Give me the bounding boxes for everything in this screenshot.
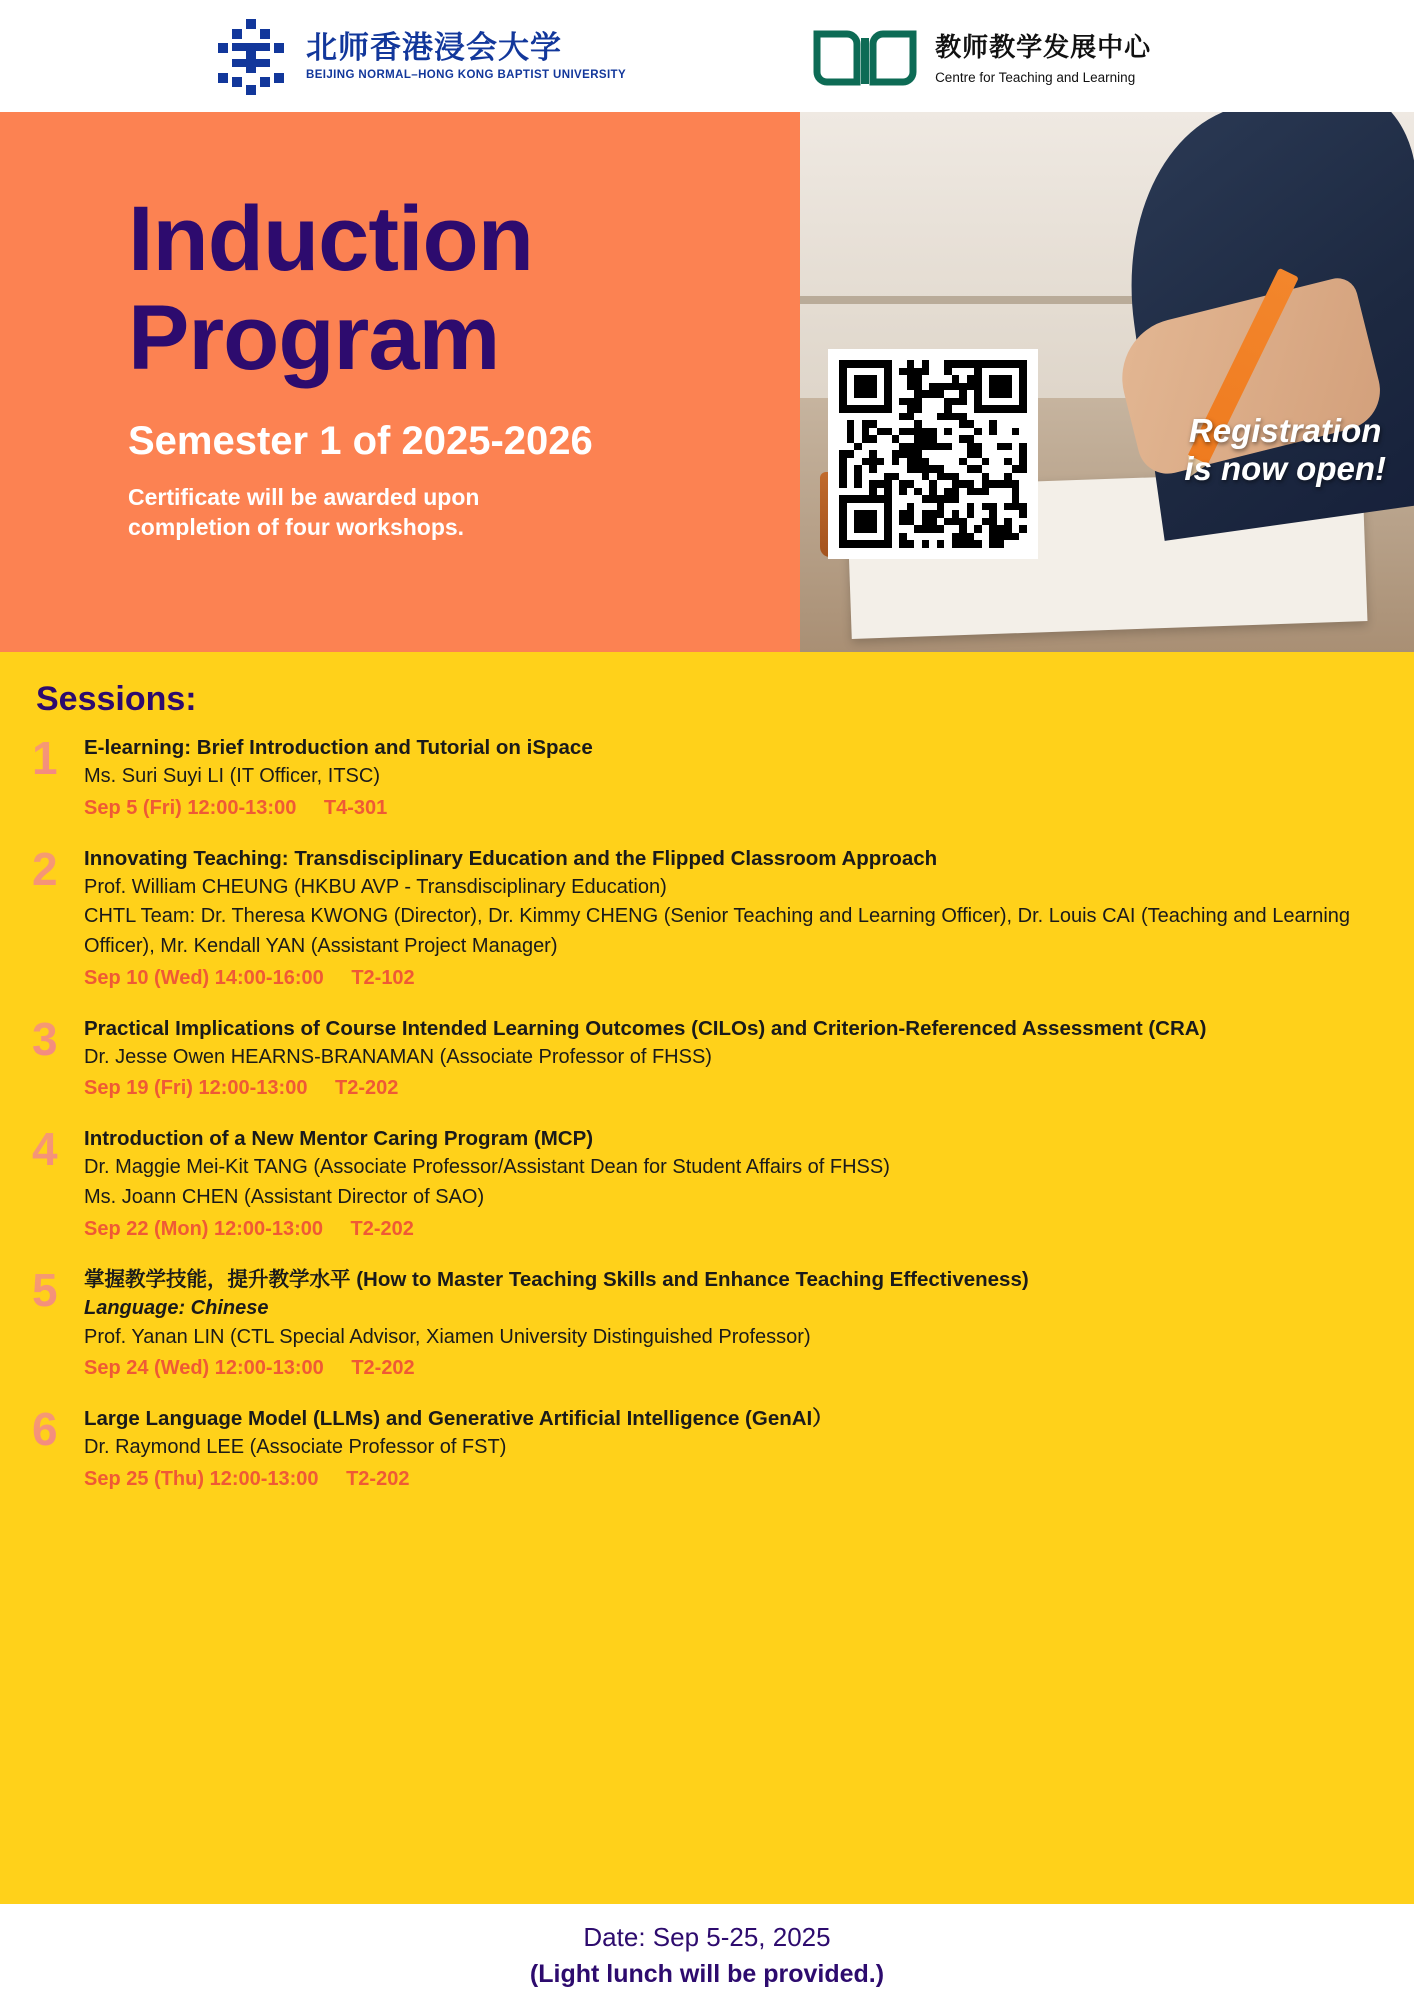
session-date: Sep 25 (Thu) 12:00-13:00 <box>84 1468 319 1490</box>
centre-name-cn: 教师教学发展中心 <box>935 32 1152 62</box>
hero-photo <box>800 112 1414 652</box>
sessions-section <box>0 652 1414 1904</box>
session-item <box>32 733 1374 823</box>
registration-line1: Registration <box>1188 412 1382 449</box>
sessions-heading: Sessions: <box>36 680 197 718</box>
session-date: Sep 24 (Wed) 12:00-13:00 <box>84 1357 324 1380</box>
page-title-line1: Induction <box>128 188 533 290</box>
session-number: 3 <box>32 1014 84 1104</box>
session-item <box>32 1014 1374 1104</box>
session-title: Innovating Teaching: Transdisciplinary Education and the Flipped Classroom Approach <box>84 846 938 870</box>
centre-logo <box>811 22 1151 90</box>
page-subtitle: Semester 1 of 2025-2026 <box>128 418 593 463</box>
session-speaker: Ms. Joann CHEN (Assistant Director of SAO) <box>84 1186 485 1208</box>
footer-bar <box>0 1904 1414 2000</box>
session-title: E-learning: Brief Introduction and Tutorial on iSpace <box>84 736 593 759</box>
certificate-note: Certificate will be awarded upon completion of four workshops. <box>128 483 480 541</box>
svg-text:2005: 2005 <box>243 46 259 53</box>
session-speaker: Dr. Maggie Mei-Kit TANG (Associate Professor/Assistant Dean for Student Affairs of FHSS) <box>84 1156 890 1179</box>
footer-note: (Light lunch will be provided.) <box>529 1960 885 1988</box>
session-venue: T2-202 <box>346 1468 410 1490</box>
ctl-book-logo-icon <box>811 22 919 90</box>
session-item <box>32 1265 1374 1384</box>
session-title: 掌握教学技能，提升教学水平 (How to Master Teaching Skills and Enhance Teaching Effectiveness) <box>84 1267 1029 1291</box>
session-venue: T2-102 <box>351 966 415 989</box>
session-venue: T2-202 <box>335 1077 399 1100</box>
session-speaker: Ms. Suri Suyi LI (IT Officer, ITSC) <box>84 765 380 788</box>
session-item <box>32 844 1374 993</box>
header-bar <box>0 0 1414 112</box>
bnbu-logo-icon <box>210 15 292 97</box>
registration-line2: is now open! <box>1184 449 1386 487</box>
session-date: Sep 10 (Wed) 14:00-16:00 <box>84 966 324 989</box>
hero-text-panel <box>0 112 800 652</box>
session-schedule <box>84 1353 1374 1383</box>
session-item <box>32 1404 1374 1494</box>
university-logo <box>210 15 626 97</box>
session-number: 5 <box>32 1265 84 1384</box>
qr-code-icon[interactable] <box>828 349 1038 559</box>
session-schedule <box>84 793 1374 823</box>
session-speaker: Dr. Raymond LEE (Associate Professor of FST) <box>84 1436 507 1459</box>
session-title: Practical Implications of Course Intended Learning Outcomes (CILOs) and Criterion-Referenced Assessment (CRA) <box>84 1016 1207 1040</box>
session-speaker: CHTL Team: Dr. Theresa KWONG (Director), Dr. Kimmy CHENG (Senior Teaching and Learning Officer), Dr. Louis CAI (Teaching and Learning Officer), Mr. Kendall YAN (Assistant Project Manager) <box>84 905 1351 957</box>
session-schedule <box>84 1073 1374 1103</box>
session-date: Sep 19 (Fri) 12:00-13:00 <box>84 1077 308 1100</box>
session-number: 1 <box>32 733 84 823</box>
centre-name-en: Centre for Teaching and Learning <box>935 70 1136 85</box>
session-venue: T2-202 <box>350 1217 414 1240</box>
session-schedule <box>84 963 1374 993</box>
session-venue: T4-301 <box>323 796 388 819</box>
hero-section <box>0 112 1414 652</box>
session-speaker: Dr. Jesse Owen HEARNS-BRANAMAN (Associate Professor of FHSS) <box>84 1045 712 1068</box>
session-schedule <box>84 1464 1374 1494</box>
footer-date: Date: Sep 5-25, 2025 <box>583 1922 831 1952</box>
session-speaker: Prof. Yanan LIN (CTL Special Advisor, Xiamen University Distinguished Professor) <box>84 1325 811 1348</box>
session-schedule <box>84 1214 1374 1244</box>
session-venue: T2-202 <box>351 1357 415 1380</box>
session-title: Introduction of a New Mentor Caring Program (MCP) <box>84 1127 594 1151</box>
session-number: 2 <box>32 844 84 993</box>
university-name-cn: 北师香港浸会大学 <box>306 29 562 65</box>
session-title: Large Language Model (LLMs) and Generative Artificial Intelligence (GenAI） <box>84 1407 833 1431</box>
session-date: Sep 22 (Mon) 12:00-13:00 <box>84 1217 323 1240</box>
session-number: 6 <box>32 1404 84 1494</box>
registration-badge <box>1184 412 1386 488</box>
session-speaker: Prof. William CHEUNG (HKBU AVP - Transdisciplinary Education) <box>84 875 667 898</box>
university-name-en: BEIJING NORMAL–HONG KONG BAPTIST UNIVERSITY <box>306 69 627 82</box>
session-item <box>32 1124 1374 1243</box>
page-title-line2: Program <box>128 287 500 390</box>
session-language: Language: Chinese <box>84 1296 269 1319</box>
session-date: Sep 5 (Fri) 12:00-13:00 <box>84 796 297 819</box>
session-number: 4 <box>32 1124 84 1243</box>
